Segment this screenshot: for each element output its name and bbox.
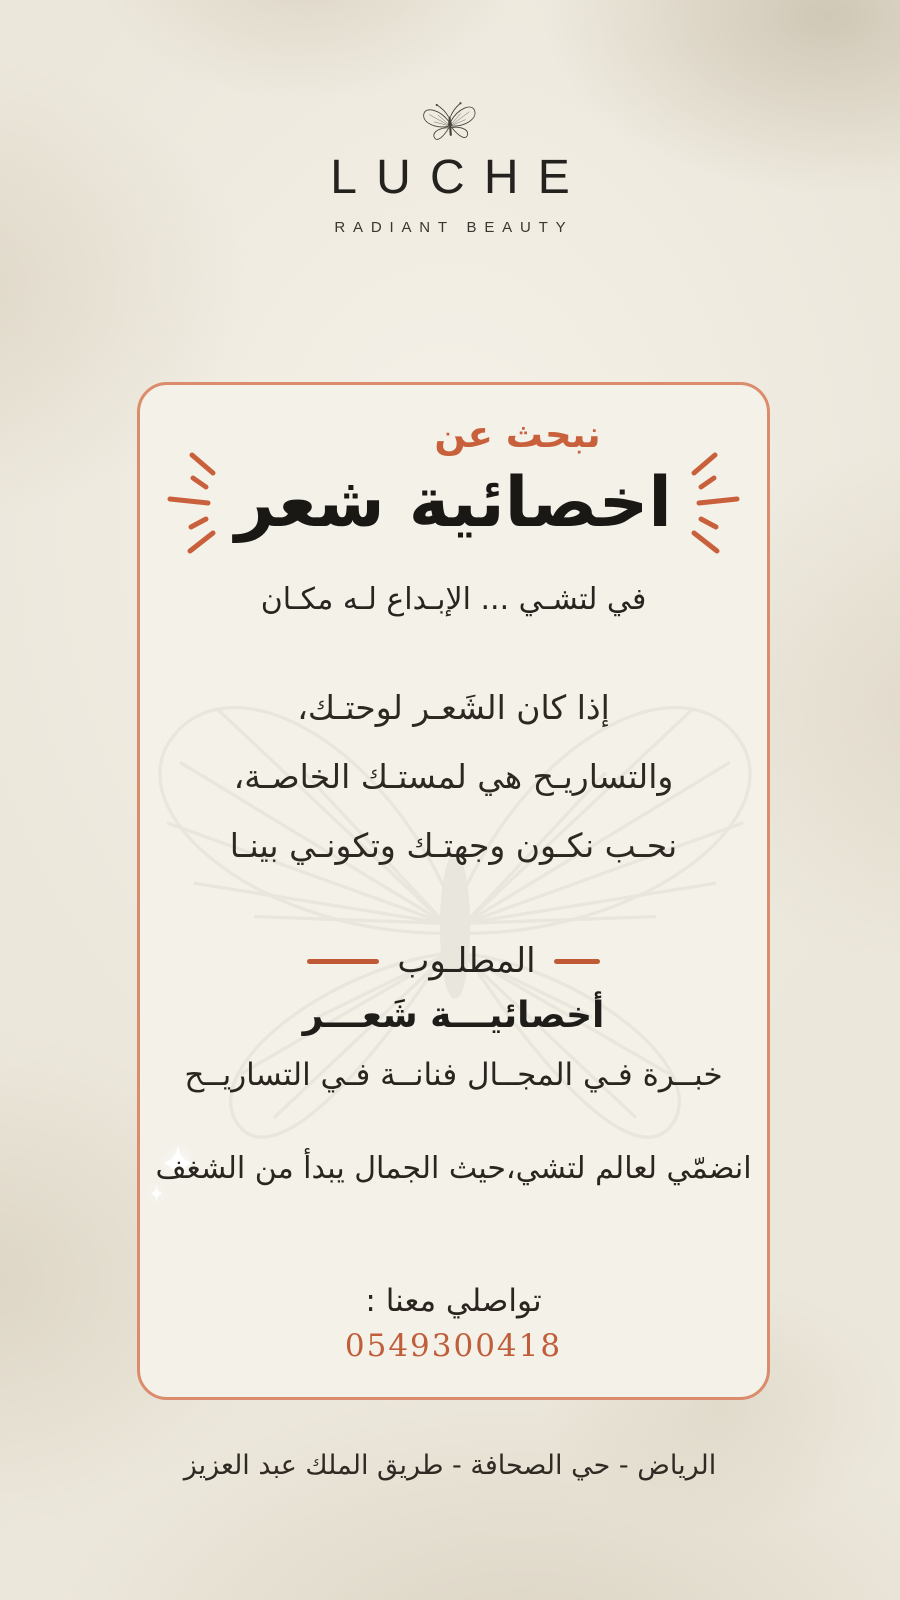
position-title: أخصائيـــة شَعـــر <box>302 995 605 1036</box>
job-card <box>137 382 770 1400</box>
kicker-we-are-looking-for: نبحث عن <box>434 413 601 456</box>
burst-rays-right-icon <box>686 451 742 555</box>
brand-tagline: RADIANT BEAUTY <box>334 219 574 236</box>
section-heading-label: المطلـوب <box>397 941 536 981</box>
phone-number: 0549300418 <box>344 1328 563 1364</box>
address-footer: الرياض - حي الصحافة - طريق الملك عبد العزيز <box>183 1450 717 1481</box>
sparkle-icon-small <box>148 1185 165 1202</box>
intro-paragraph <box>140 673 767 880</box>
butterfly-icon <box>418 95 482 153</box>
burst-rays-left-icon <box>165 451 221 555</box>
brand-wordmark: LUCHE <box>330 151 589 204</box>
join-us-line: انضمّي لعالم لتشي،حيث الجمال يبدأ من الشغف <box>155 1151 752 1186</box>
intro-line: نحـب نكـون وجهتـك وتكونـي بينـا <box>229 826 678 865</box>
intro-line: إذا كان الشَعـر لوحتـك، <box>297 688 610 727</box>
intro-line: والتساريـح هي لمستـك الخاصـة، <box>233 757 674 796</box>
brand-slogan-line: في لتشـي ... الإبـداع لـه مكـان <box>260 582 647 617</box>
section-heading-required <box>140 941 767 981</box>
heading-dash-right <box>554 959 600 964</box>
job-title: اخصائية شعر <box>235 462 672 543</box>
contact-label: تواصلي معنا : <box>365 1283 542 1319</box>
heading-dash-left <box>307 959 379 964</box>
job-title-row <box>140 451 767 555</box>
requirement-line: خبــرة فـي المجــال فنانــة فـي التساريــح <box>184 1057 723 1093</box>
